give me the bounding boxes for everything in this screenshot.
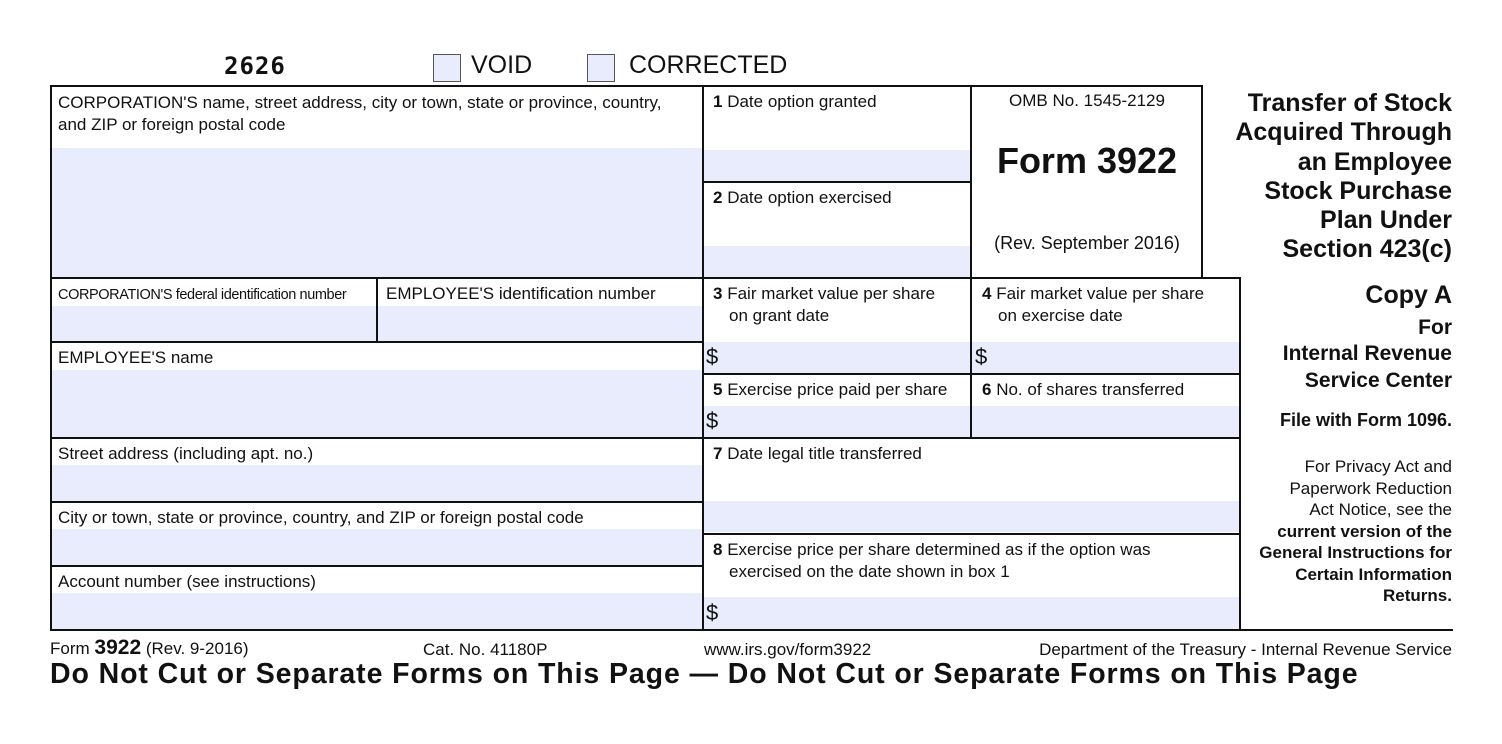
box3-text-line2: on grant date: [729, 306, 830, 325]
box2-label: [713, 187, 892, 209]
box7-number: 7: [713, 444, 723, 463]
rule-row1: [50, 277, 1202, 279]
box4-number: 4: [982, 284, 992, 303]
box4-text-line1: Fair market value per share: [996, 284, 1205, 303]
account-field[interactable]: [51, 593, 703, 629]
box4-label: [982, 283, 1204, 327]
box4-field[interactable]: [972, 342, 1240, 373]
rule-name-bottom: [50, 437, 1240, 439]
employee-name-label: EMPLOYEE'S name: [58, 348, 214, 367]
footer-form-number: 3922: [94, 636, 142, 659]
box5-field[interactable]: [704, 406, 971, 437]
rule-street-bottom: [50, 501, 704, 503]
privacy-line3: Act Notice, see the: [1309, 500, 1452, 519]
corrected-checkbox[interactable]: [587, 54, 615, 82]
omb-number: OMB No. 1545-2129: [1009, 91, 1165, 110]
rule-right: [1239, 278, 1241, 631]
corp-name-field[interactable]: [51, 148, 703, 278]
footer-form-word: Form: [50, 639, 90, 658]
box2-text: Date option exercised: [727, 188, 892, 207]
rule-b1b2: [702, 181, 972, 183]
box5-dollar: $: [706, 408, 719, 433]
box3-label: [713, 283, 935, 327]
privacy-line1: For Privacy Act and: [1304, 457, 1452, 476]
box2-number: 2: [713, 188, 723, 207]
box5-number: 5: [713, 380, 723, 399]
footer-warning: Do Not Cut or Separate Forms on This Page — Do Not Cut or Separate Forms on This Page: [50, 658, 1359, 690]
box1-number: 1: [713, 92, 723, 111]
box8-number: 8: [713, 540, 723, 559]
heading-line3: an Employee: [1297, 147, 1452, 176]
box8-label: [713, 539, 1151, 583]
copy-a-label: Copy A: [1365, 281, 1452, 309]
corp-fed-id-field[interactable]: [51, 306, 377, 341]
corp-fed-id-label: CORPORATION'S federal identification number: [58, 287, 347, 303]
footer-form-id: [50, 636, 249, 660]
street-label: Street address (including apt. no.): [58, 444, 314, 463]
heading-line5: Plan Under: [1320, 206, 1452, 235]
file-with: File with Form 1096.: [1279, 410, 1452, 430]
rule-b34: [702, 373, 1240, 375]
box3-dollar: $: [706, 344, 719, 369]
rule-ids: [376, 278, 378, 342]
box6-number: 6: [982, 380, 992, 399]
rule-ids-bottom: [50, 341, 704, 343]
rule-top: [50, 85, 1202, 87]
copy-irs-line2: Service Center: [1304, 369, 1452, 392]
rule-b7: [702, 533, 1240, 535]
box8-text-line2: exercised on the date shown in box 1: [729, 562, 1010, 581]
box4-dollar: $: [975, 344, 988, 369]
employee-id-field[interactable]: [378, 306, 703, 341]
void-label: VOID: [471, 51, 533, 79]
account-label: Account number (see instructions): [58, 572, 316, 591]
heading-line1: Transfer of Stock: [1247, 89, 1452, 117]
rule-bottom: [50, 629, 1453, 631]
city-field[interactable]: [51, 529, 703, 565]
privacy-line7: Returns.: [1383, 586, 1452, 605]
footer-cat: Cat. No. 41180P: [423, 640, 548, 659]
heading-line4: Stock Purchase: [1264, 176, 1452, 205]
form-title: Form 3922: [996, 140, 1178, 181]
footer-dept: Department of the Treasury - Internal Revenue Service: [1039, 640, 1452, 659]
form-code: 2626: [224, 52, 286, 80]
box6-label: [982, 379, 1184, 401]
copy-for: For: [1418, 316, 1452, 339]
corp-name-label: CORPORATION'S name, street address, city or town, state or province, country, and ZIP or foreign postal code: [58, 93, 662, 134]
box1-text: Date option granted: [727, 92, 877, 111]
box6-field[interactable]: [972, 406, 1240, 437]
omb-rev: (Rev. September 2016): [994, 233, 1180, 253]
privacy-line2: Paperwork Reduction: [1289, 478, 1452, 498]
box2-field[interactable]: [704, 246, 971, 277]
box7-field[interactable]: [704, 501, 1240, 532]
box6-text: No. of shares transferred: [996, 380, 1185, 399]
form-heading: [1235, 89, 1452, 265]
box5-text: Exercise price paid per share: [727, 380, 948, 399]
heading-line6: Section 423(c): [1282, 235, 1452, 264]
rule-left: [50, 85, 52, 631]
rule-mid: [702, 85, 704, 631]
box8-dollar: $: [706, 600, 719, 625]
box1-field[interactable]: [704, 150, 971, 181]
corrected-label: CORRECTED: [629, 51, 788, 79]
box8-text-line1: Exercise price per share determined as if the option was: [727, 540, 1151, 559]
box4-text-line2: on exercise date: [998, 306, 1123, 325]
box1-label: [713, 91, 877, 113]
box3-field[interactable]: [704, 342, 971, 373]
box7-label: [713, 443, 922, 465]
box5-label: [713, 379, 947, 401]
copy-irs-line1: Internal Revenue: [1282, 342, 1452, 365]
street-field[interactable]: [51, 465, 703, 501]
rule-col2: [970, 85, 972, 438]
privacy-line5: General Instructions for: [1259, 543, 1452, 562]
city-label: City or town, state or province, country, and ZIP or foreign postal code: [58, 508, 584, 527]
privacy-notice: [1259, 456, 1452, 607]
rule-city-bottom: [50, 565, 704, 567]
box8-field[interactable]: [704, 597, 1240, 629]
box3-number: 3: [713, 284, 723, 303]
privacy-line4: current version of the: [1277, 521, 1452, 541]
footer-url[interactable]: www.irs.gov/form3922: [704, 640, 872, 659]
box7-text: Date legal title transferred: [727, 444, 922, 463]
privacy-line6: Certain Information: [1295, 564, 1452, 584]
footer-rev: (Rev. 9-2016): [145, 639, 249, 658]
rule-row1b: [1201, 277, 1241, 279]
void-checkbox[interactable]: [433, 54, 461, 82]
employee-id-label: EMPLOYEE'S identification number: [386, 284, 656, 303]
box3-text-line1: Fair market value per share: [727, 284, 936, 303]
heading-line2: Acquired Through: [1235, 118, 1452, 147]
employee-name-field[interactable]: [51, 370, 703, 437]
